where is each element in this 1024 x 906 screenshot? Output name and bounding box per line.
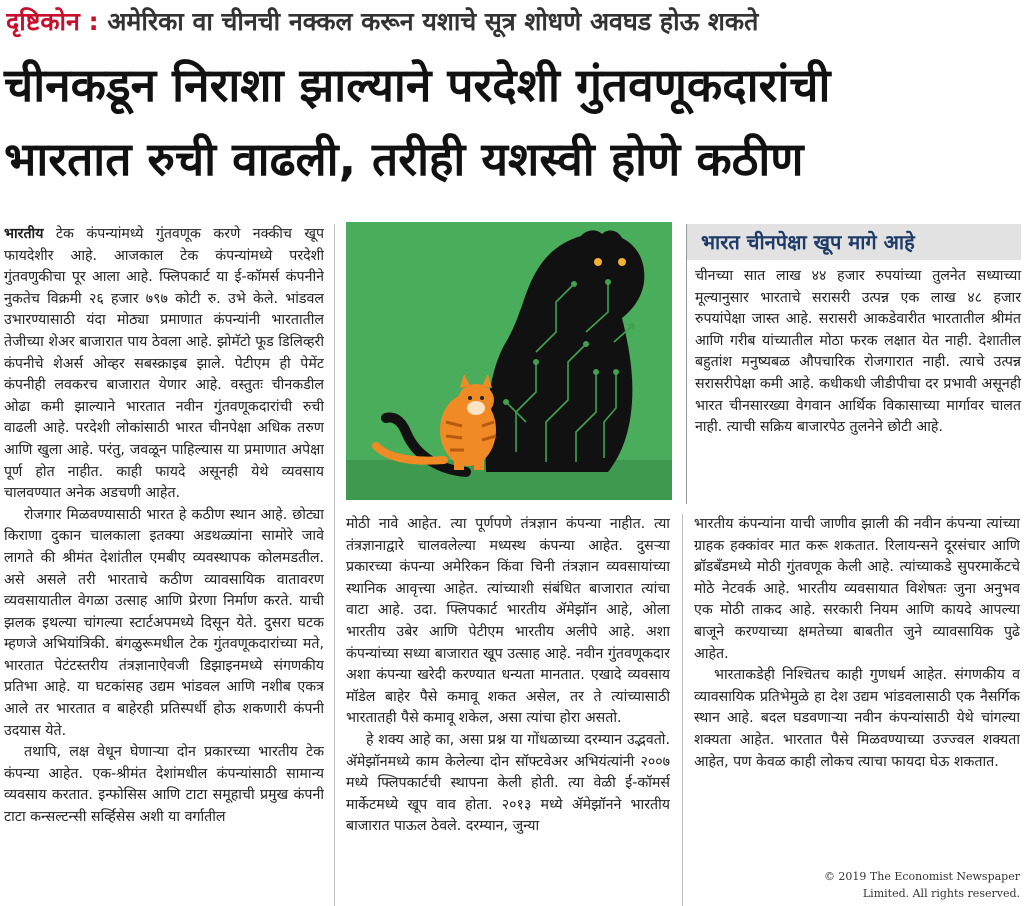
lead-word: भारतीय [4,226,44,242]
paragraph: मोठी नावे आहेत. त्या पूर्णपणे तंत्रज्ञान कंपन्या नाहीत. त्या तंत्रज्ञानाद्वारे चालवलेल्या मध्यस्थ कंपन्या आहेत. दुसऱ्या प्रकारच्या कंपन्या अमेरिकन किंवा चिनी तंत्रज्ञान व्यवसायांच्या स्थानिक आवृत्त्या आहेत. त्यांच्याशी संबंधित बाजारात त्यांचा वाटा आहे. उदा. फ्लिपकार्ट भारतीय ॲमेझॉन आहे, ओला भारतीय उबेर आणि पेटीएम भारतीय अलीपे आहे. अशा कंपन्यांच्या सध्या बाजारात खूप उत्साह आहे. नवीन गुंतवणूकदार अशा कंपन्या खरेदी करण्यात धन्यता मानतात. एखादे व्यवसाय मॉडेल बाहेर पैसे कमावू शकत असेल, तर ते त्यांच्यासाठी भारतातही पैसे कमावू शकेल, असा त्यांचा होरा असतो. [346,516,670,727]
article-column-2 [346,514,670,906]
article-column-3 [694,514,1020,854]
sidebar-title: भारत चीनपेक्षा खूप मागे आहे [687,224,1021,260]
illustration-svg [346,222,672,500]
paragraph: भारताकडेही निश्चितच काही गुणधर्म आहेत. संगणकीय व व्यावसायिक प्रतिभेमुळे हा देश उद्यम भांडवलासाठी एक नैसर्गिक स्थान आहे. बदल घडवणाऱ्या नवीन कंपन्यांसाठी येथे चांगल्या शक्यता आहेत. भारतात पैसे मिळवण्याच्या उज्ज्वल शक्यता आहेत, पण केवळ काही लोकच त्याचा फायदा घेऊ शकतात. [694,667,1020,770]
copyright-line-2: Limited. All rights reserved. [862,887,1020,900]
paragraph: तथापि, लक्ष वेधून घेणाऱ्या दोन प्रकारच्या भारतीय टेक कंपन्या आहेत. एक-श्रीमंत देशांमधील कंपन्यांसाठी सामान्य व्यवसाय करतात. इन्फोसिस आणि टाटा समूहाची प्रमुख कंपनी टाटा कन्सल्टन्सी सर्व्हिसेस अशी या वर्गातील [4,744,324,826]
paragraph-text: टेक कंपन्यांमध्ये गुंतवणूक करणे नक्कीच खूप फायदेशीर आहे. आजकाल टेक कंपन्यांमध्ये परदेशी गुंतवणुकीचा पूर आला आहे. फ्लिपकार्ट या ई-कॉमर्स कंपनीने नुकतेच विक्रमी २६ हजार ७९७ कोटी रु. उभे केले. भांडवल उभारण्यासाठी यंदा मोठ्या प्रमाणात कंपन्यांनी भारतातील तेजीच्या शेअर बाजारात पाय ठेवला आहे. झोमॅटो फूड डिलिव्हरी कंपनीचे शेअर्स ओव्हर सबस्क्राइब झाले. पेटीएम ही पेमेंट कंपनीही लवकरच बाजारात येणार आहे. वस्तुतः चीनकडील ओढा कमी झाल्याने भारतात नवीन गुंतवणूकदारांची रुची वाढली आहे. परदेशी लोकांसाठी भारत चीनपेक्षा अधिक तरुण आणि खुला आहे. परंतु, जवळून पाहिल्यास या प्रमाणात अपेक्षा पूर्ण होत नाहीत. काही फायदे असूनही येथे व्यवसाय चालवण्यात अनेक अडचणी आहेत. [4,226,324,502]
column-divider [682,514,683,906]
article-column-1 [4,224,324,906]
copyright-line-1: © 2019 The Economist Newspaper [823,870,1020,883]
sidebar-box [686,224,1021,504]
kicker [6,4,1018,40]
headline [4,48,1020,196]
kicker-text: अमेरिका वा चीनची नक्कल करून यशाचे सूत्र शोधणे अवघड होऊ शकते [107,7,759,36]
column-divider [334,224,335,906]
paragraph: रोजगार मिळवण्यासाठी भारत हे कठीण स्थान आहे. छोट्या किराणा दुकान चालकाला इतक्या अडथळ्यांना सामोरे जावे लागते की श्रीमंत देशांतील एमबीए व्यवस्थापक कोलमडतील. असे असले तरी भारताचे कठीण व्यावसायिक वातावरण व्यवसायातील वेगळा उत्साह आणि प्रेरणा निर्माण करते. याची झलक इथल्या चांगल्या स्टार्टअपमध्ये दिसून येते. दुसरा घटक म्हणजे अभियांत्रिकी. बंगळुरूमधील टेक गुंतवणूकदारांच्या मते, भारतात पेटंटस्तरीय तंत्रज्ञानाऐवजी डिझाइनमध्ये संगणकीय प्रतिभा आहे. या घटकांसह उद्यम भांडवल आणि नशीब एकत्र आले तर भारतात व बाहेरही प्रतिस्पर्धी होऊ शकणारी कंपनी उदयास येते. [4,506,324,739]
headline-line-2: भारतात रुची वाढली, तरीही यशस्वी होणे कठीण [4,132,804,186]
paragraph: भारतीय कंपन्यांना याची जाणीव झाली की नवीन कंपन्या त्यांच्या ग्राहक हक्कांवर मात करू शकतात. रिलायन्सने दूरसंचार आणि ब्रॉडबँडमध्ये मोठी गुंतवणूक केली आहे. त्यांच्याकडे सुपरमार्केटचे मोठे नेटवर्क आहे. भारतीय व्यवसायात विशेषतः जुना अनुभव एक मोठी ताकद आहे. सरकारी नियम आणि कायदे आपल्या बाजूने करण्याच्या क्षमतेच्या बाबतीत जुने व्यावसायिक पुढे आहेत. [694,516,1020,662]
kicker-tag: दृष्टिकोन : [6,7,99,36]
headline-line-1: चीनकडून निराशा झाल्याने परदेशी गुंतवणूकदारांची [4,58,831,112]
sidebar-body: चीनच्या सात लाख ४४ हजार रुपयांच्या तुलनेत सध्याच्या मूल्यानुसार भारताचे सरासरी उत्पन्न एक लाख ४८ हजार रुपयांपेक्षा जास्त आहे. सरासरी आकडेवारीत भारतातील श्रीमंत आणि गरीब यांच्यातील मोठा फरक लक्षात येत नाही. देशातील बहुतांश मनुष्यबळ औपचारिक रोजगारात नाही. त्याचे उत्पन्न सरासरीपेक्षा कमी आहे. कधीकधी जीडीपीचा दर प्रभावी असूनही भारत चीनसारख्या वेगवान आर्थिक विकासाच्या मार्गावर चालत नाही. त्याची सक्रिय बाजारपेठ तुलनेने छोटी आहे. [695,268,1021,436]
paragraph: हे शक्य आहे का, असा प्रश्न या गोंधळाच्या दरम्यान उद्भवतो. ॲमेझॉनमध्ये काम केलेल्या दोन सॉफ्टवेअर अभियंत्यांनी २००७ मध्ये फ्लिपकार्टची स्थापना केली होती. त्या वेळी ई-कॉमर्स मार्केटमध्ये खूप वाव होता. २०१३ मध्ये ॲमेझॉनने भारतीय बाजारात पाऊल ठेवले. दरम्यान, जुन्या [346,731,670,835]
copyright-notice [700,868,1020,902]
tiger-cat-illustration-icon [346,222,672,500]
paragraph [4,224,324,505]
